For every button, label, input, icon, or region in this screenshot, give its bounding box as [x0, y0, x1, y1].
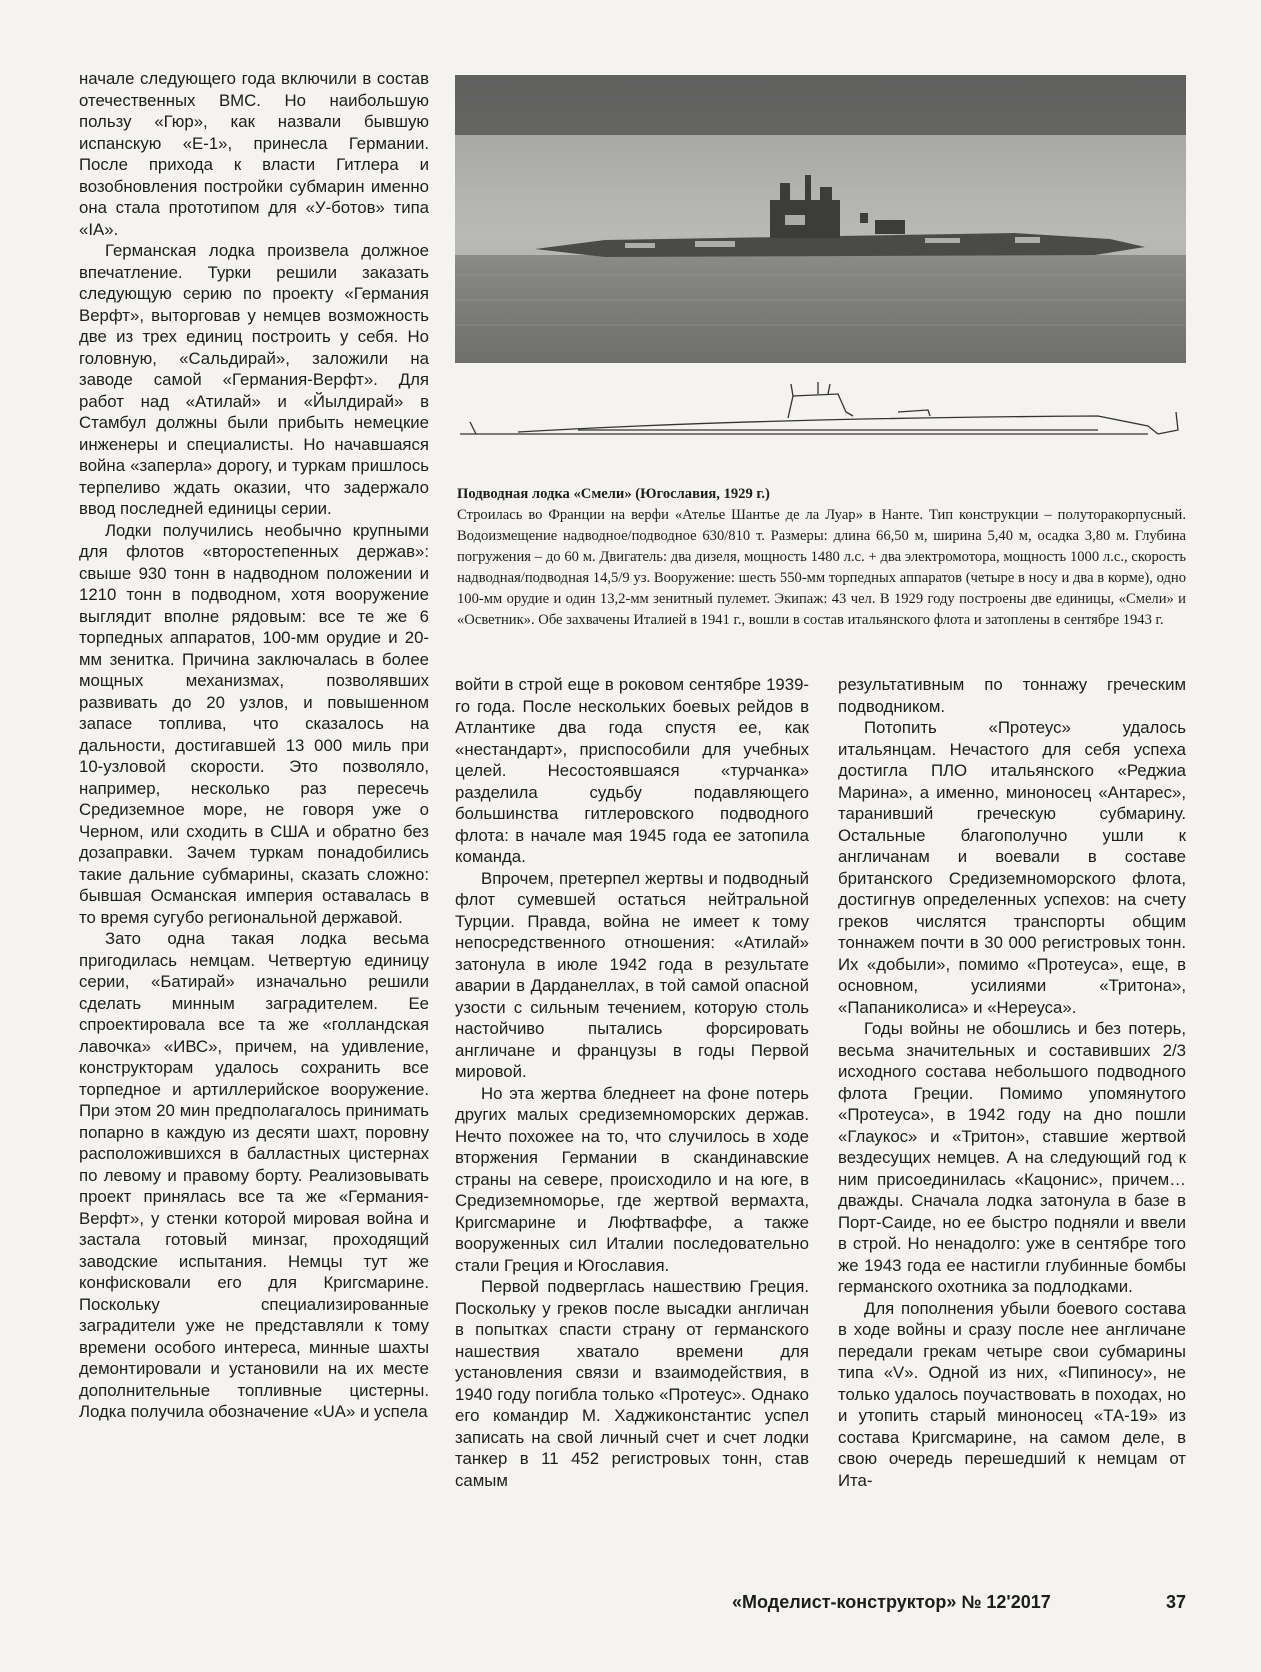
page-number: 37 — [1165, 1592, 1186, 1612]
paragraph: Первой подверглась нашествию Греция. Поскольку у греков после высадки англичан в попытках спасти страну от германского нашествия хватало времени для установления связи и взаимодействия, в 1940 году погибла только «Протеус». Однако его командир М. Хаджиконстантис успел записать на свой личный счет и счет лодки танкер в 11 452 регистровых тонн, став самым — [455, 1277, 809, 1490]
paragraph: Зато одна такая лодка весьма пригодилась немцам. Четвертую единицу серии, «Батирай» изначально решили сделать минным заградителем. Ее спроектировала все та же «голландская лавочка» «ИВС», причем, на удивление, конструкторам удалось сохранить все торпедное и артиллерийское вооружение. При этом 20 мин предполагалось принимать попарно в каждую из десяти шахт, поровну расположившихся в балластных цистернах по левому и правому борту. Реализовывать проект принялась все та же «Германия-Верфт», у стенки которой мировая война и застала готовый минзаг, проходящий заводские испытания. Немцы тут же конфисковали его для Кригсмарине. Поскольку специализированные заградители уже не представляли к тому времени особого интереса, минные шахты демонтировали и установили на их месте дополнительные топливные цистерны. Лодка получила обозначение «UA» и успела — [79, 929, 429, 1421]
paragraph: Годы войны не обошлись и без потерь, весьма значительных и составивших 2/3 исходного состава небольшого подводного флота Греции. Помимо упомянутого «Протеуса», в 1942 году на дно пошли «Глаукос» и «Тритон», ставшие жертвой вездесущих немцев. А на следующий год к ним присоединилась «Кацонис», причем… дважды. Сначала лодка затонула в базе в Порт-Саиде, но ее быстро подняли и ввели в строй. Но ненадолго: уже в сентябре того же 1943 года ее настигли глубинные бомбы германского охотника за подлодками. — [838, 1019, 1186, 1296]
paragraph: Но эта жертва бледнеет на фоне потерь других малых средиземноморских держав. Нечто похожее на то, что случилось в ходе вторжения Германии в скандинавские страны на севере, происходило и на юге, в Средиземноморье, где жертвой вермахта, Кригсмарине и Люфтваффе, а также вооруженных сил Италии последовательно стали Греция и Югославия. — [455, 1083, 809, 1275]
submarine-photo — [455, 75, 1186, 363]
figure-caption — [457, 484, 1186, 631]
paragraph: Для пополнения убыли боевого состава в ходе войны и сразу после нее англичане передали грекам четыре свои субмарины типа «V». Одной из них, «Пипиносу», не только удалось поучаствовать в походах, но и утопить старый миноносец «ТА-19» из состава Кригсмарине, на самом деле, в свою очередь перешедший к немцам от Ита- — [838, 1298, 1186, 1490]
caption-text: Строилась во Франции на верфи «Ателье Шантье де ла Луар» в Нанте. Тип конструкции – полуторакорпусный. Водоизмещение надводное/подводное 630/810 т. Размеры: длина 66,50 м, ширина 5,40 м, осадка 3,80 м. Глубина погружения – до 60 м. Двигатель: два дизеля, мощность 1480 л.с. + два электромотора, мощность 1000 л.с., скорость надводная/подводная 14,5/9 уз. Вооружение: шесть 550-мм торпедных аппаратов (четыре в носу и два в корме), одно 100-мм орудие и один 13,2-мм зенитный пулемет. Экипаж: 43 чел. В 1929 году построены две единицы, «Смели» и «Осветник». Обе захвачены Италией в 1941 г., вошли в состав итальянского флота и затоплены в сентябре 1943 г. — [457, 507, 1186, 628]
paragraph: начале следующего года включили в состав отечественных ВМС. Но наибольшую пользу «Гюр», как назвали бывшую испанскую «Е-1», принесла Германии. После прихода к власти Гитлера и возобновления постройки субмарин именно она стала прототипом для «У-ботов» типа «IA». — [79, 69, 429, 239]
text-column-2 — [455, 674, 809, 1491]
text-column-3 — [838, 674, 1186, 1491]
text-column-1 — [79, 68, 429, 1423]
paragraph: Впрочем, претерпел жертвы и подводный флот сумевшей остаться нейтральной Турции. Правда, война не имеет к тому непосредственного отношения: «Атилай» затонула в июле 1942 года в результате аварии в Дарданеллах, в той самой опасной узости с сильным течением, которую столь настойчиво пытались форсировать англичане и французы в годы Первой мировой. — [455, 868, 809, 1081]
page-footer — [680, 1592, 1186, 1618]
submarine-drawing — [458, 382, 1186, 462]
paragraph: Лодки получились необычно крупными для флотов «второстепенных держав»: свыше 930 тонн в надводном положении и 1210 тонн в подводном, хотя вооружение выглядит вполне рядовым: все те же 6 торпедных аппаратов, 100-мм орудие и 20-мм зенитка. Причина заключалась в более мощных механизмах, позволявших развивать до 20 узлов, и повышенном запасе топлива, что сказалось на дальности, достигавшей 13 000 миль при 10-узловой скорости. Это позволяло, например, несколько раз пересечь Средиземное море, не говоря уже о Черном, или сходить в США и обратно без дозаправки. Зачем туркам понадобились такие дальние субмарины, сказать сложно: бывшая Османская империя оставалась в то время сугубо региональной державой. — [79, 520, 429, 927]
paragraph: войти в строй еще в роковом сентябре 1939-го года. После нескольких боевых рейдов в Атлантике два года спустя ее, как «нестандарт», приспособили для учебных целей. Несостоявшаяся «турчанка» разделила судьбу подавляющего большинства гитлеровского подводного флота: в начале мая 1945 года ее затопила команда. — [455, 675, 809, 866]
magazine-name: «Моделист-конструктор» № 12'2017 — [732, 1592, 1051, 1612]
caption-title: Подводная лодка «Смели» (Югославия, 1929 г.) — [457, 486, 770, 502]
paragraph: результативным по тоннажу греческим подводником. — [838, 675, 1186, 716]
paragraph: Германская лодка произвела должное впечатление. Турки решили заказать следующую серию по проекту «Германия Верфт», выторговав у немцев возможность две из трех единиц построить у себя. Но головную, «Сальдирай», заложили на заводе самой «Германия-Верфт». Для работ над «Атилай» и «Йылдирай» в Стамбул должны были прибыть немецкие инженеры и специалисты. Но начавшаяся война «заперла» дорогу, и туркам пришлось терпеливо ждать оказии, что задержало ввод последней единицы серии. — [79, 241, 429, 518]
paragraph: Потопить «Протеус» удалось итальянцам. Нечастого для себя успеха достигла ПЛО итальянского «Реджиа Марина», а именно, миноносец «Антарес», таранивший греческую субмарину. Остальные благополучно ушли к англичанам и воевали в составе британского Средиземноморского флота, достигнув определенных успехов: на счету греков числятся транспорты общим тоннажем почти в 30 000 регистровых тонн. Их «добыли», помимо «Протеуса», еще, в основном, усилиями «Тритона», «Папаниколиса» и «Нереуса». — [838, 718, 1186, 1017]
